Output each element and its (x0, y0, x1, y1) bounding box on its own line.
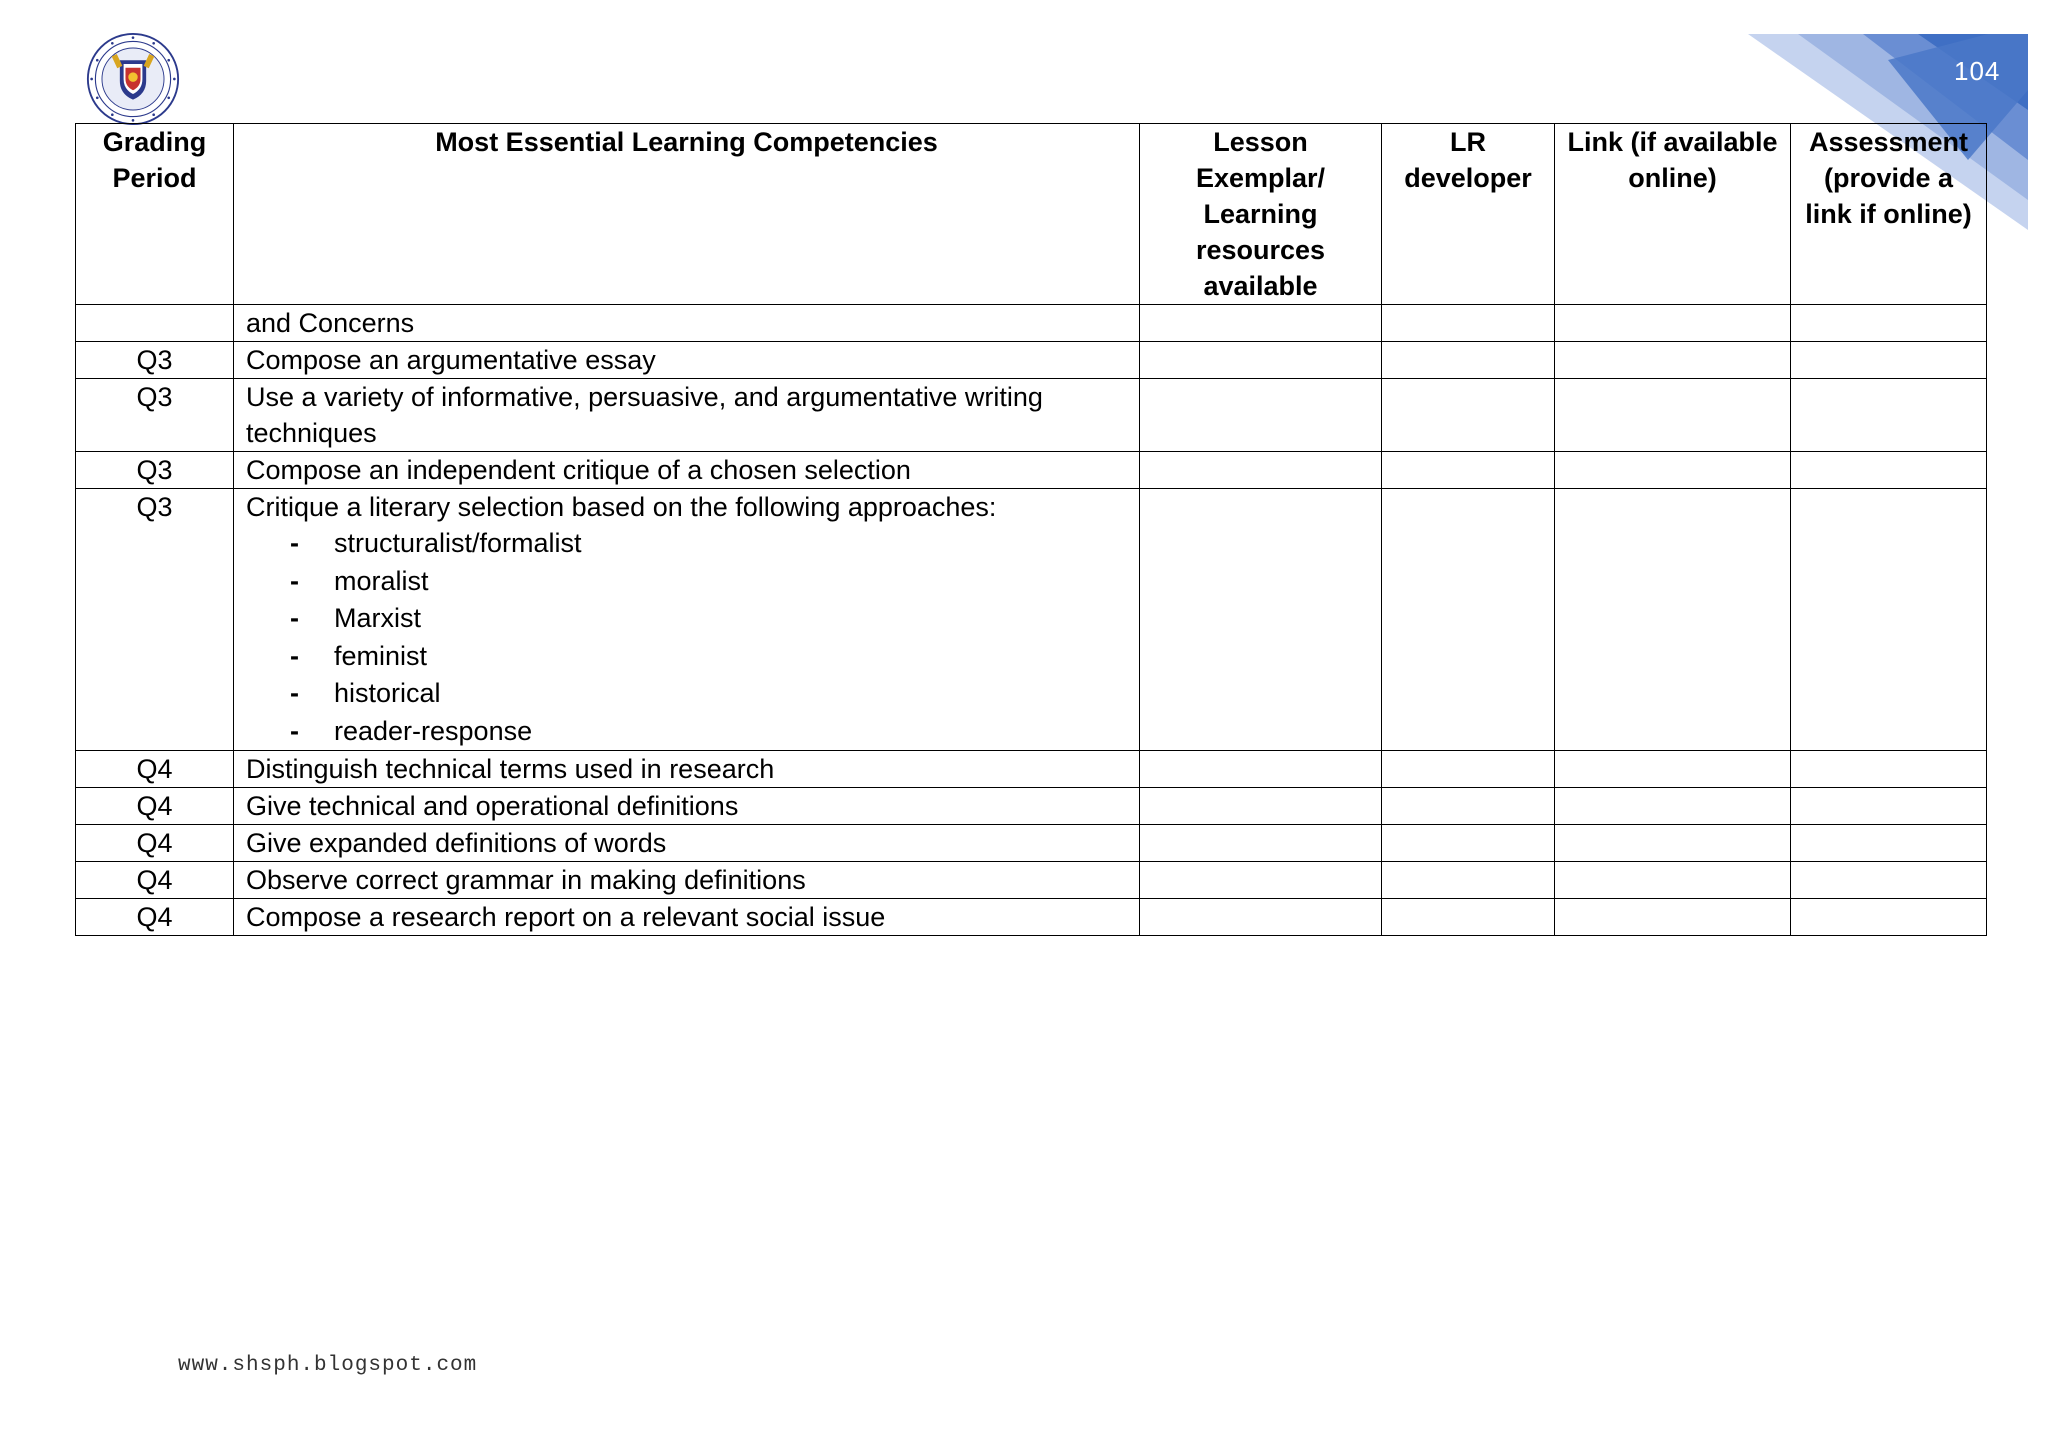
link-cell (1555, 862, 1791, 899)
column-header-competencies: Most Essential Learning Competencies (234, 124, 1140, 305)
lesson-exemplar-cell (1140, 379, 1382, 452)
dash-bullet: - (290, 678, 299, 708)
table-row (76, 379, 1987, 452)
table-row (76, 489, 1987, 751)
lesson-exemplar-cell (1140, 825, 1382, 862)
grading-period-cell: Q4 (76, 862, 234, 899)
list-item (246, 600, 1127, 638)
dash-bullet: - (290, 565, 299, 596)
competency-cell: Give expanded definitions of words (234, 825, 1140, 862)
lesson-exemplar-cell (1140, 862, 1382, 899)
assessment-cell (1791, 342, 1987, 379)
lesson-exemplar-cell (1140, 342, 1382, 379)
footer-url: www.shsph.blogspot.com (178, 1354, 478, 1377)
competency-cell: Give technical and operational definitions (234, 788, 1140, 825)
table-row (76, 862, 1987, 899)
link-cell (1555, 452, 1791, 489)
list-item (246, 525, 1127, 563)
competency-cell: Compose an independent critique of a chosen selection (234, 452, 1140, 489)
lr-developer-cell (1382, 342, 1555, 379)
grading-period-cell: Q3 (76, 379, 234, 452)
competencies-table (75, 123, 1987, 936)
link-cell (1555, 899, 1791, 936)
list-item (246, 638, 1127, 676)
competency-cell (234, 379, 1140, 452)
lesson-exemplar-cell (1140, 452, 1382, 489)
lr-developer-cell (1382, 452, 1555, 489)
lr-developer-cell (1382, 489, 1555, 751)
grading-period-cell (76, 305, 234, 342)
link-cell (1555, 342, 1791, 379)
column-header-lr-developer: LR developer (1382, 124, 1555, 305)
link-cell (1555, 489, 1791, 751)
approaches-list (246, 525, 1127, 750)
lr-developer-cell (1382, 862, 1555, 899)
column-header-grading-period: Grading Period (76, 124, 234, 305)
assessment-cell (1791, 751, 1987, 788)
page-number: 104 (1954, 56, 2001, 86)
competency-cell: Observe correct grammar in making definitions (234, 862, 1140, 899)
lesson-exemplar-cell (1140, 305, 1382, 342)
assessment-cell (1791, 862, 1987, 899)
link-cell (1555, 825, 1791, 862)
link-cell (1555, 788, 1791, 825)
assessment-cell (1791, 489, 1987, 751)
table-header-row (76, 124, 1987, 305)
table-row (76, 342, 1987, 379)
grading-period-cell: Q3 (76, 452, 234, 489)
dash-bullet: - (290, 640, 299, 671)
column-header-lesson-exemplar: Lesson Exemplar/ Learning resources available (1140, 124, 1382, 305)
grading-period-cell: Q4 (76, 825, 234, 862)
lr-developer-cell (1382, 825, 1555, 862)
competency-cell (234, 489, 1140, 751)
lesson-exemplar-cell (1140, 751, 1382, 788)
list-item-label: feminist (334, 640, 428, 671)
assessment-cell (1791, 899, 1987, 936)
column-header-assessment: Assessment (provide a link if online) (1791, 124, 1987, 305)
column-header-link: Link (if available online) (1555, 124, 1791, 305)
assessment-cell (1791, 788, 1987, 825)
link-cell (1555, 379, 1791, 452)
dash-bullet: - (290, 528, 299, 558)
grading-period-cell: Q4 (76, 788, 234, 825)
competency-cell: and Concerns (234, 305, 1140, 342)
deped-seal-icon (86, 32, 180, 126)
grading-period-cell: Q3 (76, 342, 234, 379)
lr-developer-cell (1382, 788, 1555, 825)
competency-text: Critique a literary selection based on the following approaches: (246, 492, 997, 522)
assessment-cell (1791, 825, 1987, 862)
list-item-label: moralist (334, 565, 429, 596)
lesson-exemplar-cell (1140, 489, 1382, 751)
lr-developer-cell (1382, 751, 1555, 788)
link-cell (1555, 751, 1791, 788)
table-row (76, 452, 1987, 489)
table-row (76, 305, 1987, 342)
assessment-cell (1791, 452, 1987, 489)
list-item-label: Marxist (334, 603, 421, 633)
list-item (246, 713, 1127, 751)
list-item (246, 563, 1127, 601)
link-cell (1555, 305, 1791, 342)
lesson-exemplar-cell (1140, 899, 1382, 936)
competency-cell: Distinguish technical terms used in research (234, 751, 1140, 788)
table-row (76, 899, 1987, 936)
list-item-label: reader-response (334, 715, 533, 746)
competency-cell: Compose an argumentative essay (234, 342, 1140, 379)
lr-developer-cell (1382, 899, 1555, 936)
dash-bullet: - (290, 603, 299, 633)
competency-text: Use a variety of informative, persuasive, and argumentative writing techniques (246, 382, 1043, 448)
grading-period-cell: Q3 (76, 489, 234, 751)
table-row (76, 751, 1987, 788)
grading-period-cell: Q4 (76, 751, 234, 788)
lr-developer-cell (1382, 379, 1555, 452)
lr-developer-cell (1382, 305, 1555, 342)
table-row (76, 825, 1987, 862)
lesson-exemplar-cell (1140, 788, 1382, 825)
assessment-cell (1791, 379, 1987, 452)
assessment-cell (1791, 305, 1987, 342)
table-row (76, 788, 1987, 825)
list-item-label: structuralist/formalist (334, 528, 582, 558)
dash-bullet: - (290, 715, 299, 746)
list-item-label: historical (334, 678, 441, 708)
grading-period-cell: Q4 (76, 899, 234, 936)
list-item (246, 675, 1127, 713)
competency-cell: Compose a research report on a relevant social issue (234, 899, 1140, 936)
